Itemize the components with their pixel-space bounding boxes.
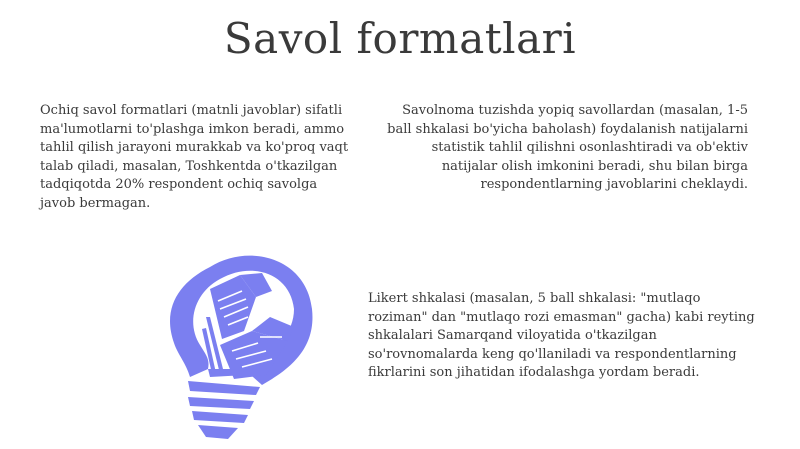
paragraph-likert-scale: Likert shkalasi (masalan, 5 ball shkalasi: "mutlaqo roziman" dan "mutlaqo rozi emasman" gacha) kabi reyting shkalalari Samarqand viloyatida o'tkazilgan so'rovnomalarda keng qo'llaniladi va respondentlarning fikrlarini son jihatidan ifodalashga yordam beradi. [368, 291, 755, 380]
lightbulb-book-icon [148, 247, 318, 443]
paragraph-closed-questions: Savolnoma tuzishda yopiq savollardan (masalan, 1-5 ball shkalasi bo'yicha baholash) foydalanish natijalarni statistik tahlil qilishni osonlashtiradi va ob'ektiv natijalar olish imkonini beradi, shu bilan birga respondentlarning javoblarini cheklaydi. [387, 103, 748, 192]
slide-title: Savol formatlari [223, 14, 577, 63]
paragraph-open-questions: Ochiq savol formatlari (matnli javoblar) sifatli ma'lumotlarni to'plashga imkon beradi, ammo tahlil qilish jarayoni murakkab va ko'proq vaqt talab qiladi, masalan, Toshkentda o'tkazilgan tadqiqotda 20% respondent ochiq savolga javob bermagan. [40, 103, 349, 211]
